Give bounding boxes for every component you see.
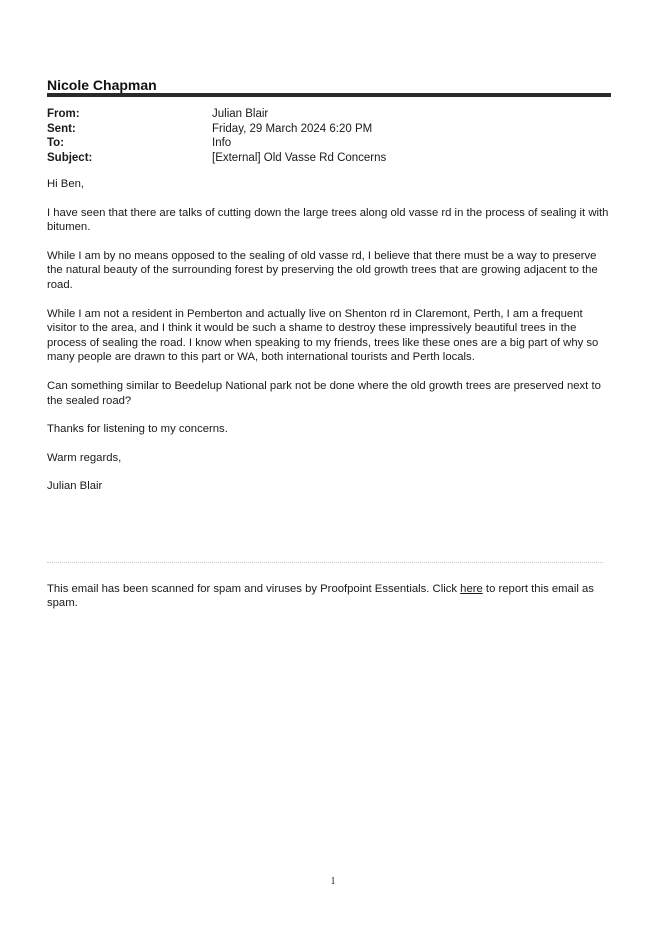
body-paragraph: I have seen that there are talks of cutting down the large trees along old vasse rd in the process of sealing it with bitumen. [47,206,609,234]
closing: Warm regards, [47,451,122,464]
signature: Julian Blair [47,480,103,493]
email-body [47,177,612,508]
notice-text-start: This email has been scanned for spam and viruses by Proofpoint Essentials. Click [47,583,461,595]
to-row [47,136,386,151]
mailbox-owner-name: Nicole Chapman [47,77,157,93]
subject-row [47,151,386,166]
body-paragraph: Thanks for listening to my concerns. [47,423,228,436]
body-paragraph: While I am by no means opposed to the sealing of old vasse rd, I believe that there must be a way to preserve the natural beauty of the surrounding forest by preserving the old growth trees that are growing adjacent to the road. [47,249,598,291]
body-paragraph: Can something similar to Beedelup National park not be done where the old growth trees are preserved next to the sealed road? [47,379,601,407]
from-row [47,107,386,122]
report-spam-link[interactable]: here [460,583,483,595]
body-paragraph: While I am not a resident in Pemberton and actually live on Shenton rd in Claremont, Perth, I am a frequent visitor to the area, and I think it would be such a shame to destroy these impressively beautiful trees in the process of sealing the road. I know when speaking to my friends, trees like these ones are a big part of why so many people are drawn to this part or WA, both international tourists and Perth locals. [47,307,599,364]
from-value: Julian Blair [212,108,269,120]
sent-label: Sent: [47,122,76,135]
page-number: 1 [330,876,336,887]
scan-divider [47,562,603,563]
subject-value: [External] Old Vasse Rd Concerns [212,151,387,164]
subject-label: Subject: [47,151,93,164]
notice-text-end: to report this email as spam. [47,583,594,609]
sent-value: Friday, 29 March 2024 6:20 PM [212,122,373,135]
from-label: From: [47,108,80,120]
header-divider [47,93,611,97]
greeting: Hi Ben, [47,178,85,190]
to-label: To: [47,137,65,149]
spam-scan-notice [47,582,627,610]
email-header-block [47,107,386,165]
sent-row [47,122,386,137]
to-value: Info [212,137,232,149]
